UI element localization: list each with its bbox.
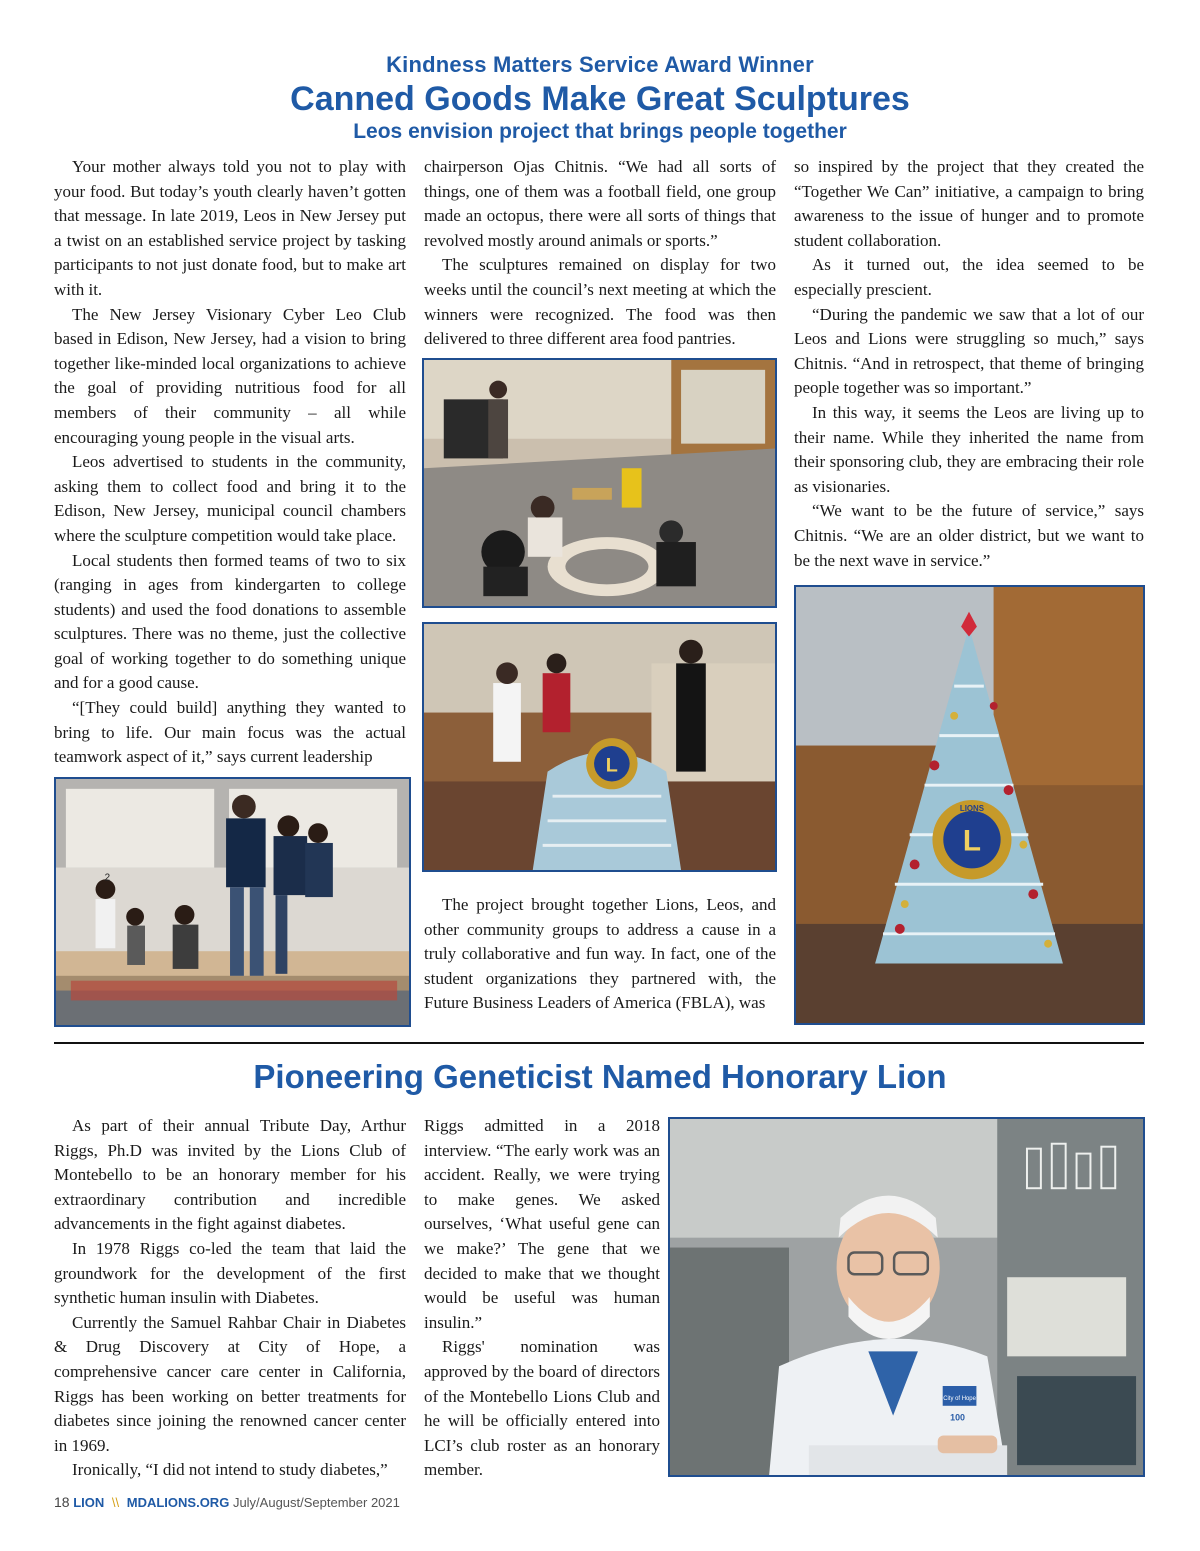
paragraph: Your mother always told you not to play with your food. But today’s youth clearly haven’t gotten that message. In late 2019, Leos in New Jersey put a twist on an established service project by tasking participants to not just donate food, but to make art with it. bbox=[54, 157, 406, 299]
photo-lions-emblem-sculpture bbox=[422, 622, 777, 872]
photo-bottle-tree-art bbox=[796, 587, 1143, 1023]
team-number-sign: 2 bbox=[104, 872, 111, 884]
paragraph: In this way, it seems the Leos are living up to their name. While they inherited the name from their sponsoring club, they are embracing their role as visionaries. bbox=[794, 402, 1144, 496]
lions-emblem-letter: L bbox=[605, 754, 618, 777]
article1-column-2-bottom bbox=[424, 893, 776, 1016]
paragraph: The project brought together Lions, Leos, and other community groups to address a cause in a truly collaborative and fun way. In fact, one of the student organizations they partnered with, the Future Business Leaders of America (FBLA), was bbox=[424, 895, 776, 1013]
folio-separator: \\ bbox=[111, 1495, 120, 1510]
paragraph: “During the pandemic we saw that a lot of our Leos and Lions were struggling so much,” says Chitnis. “And in retrospect, that theme of bringing people together was so important.” bbox=[794, 304, 1144, 398]
article-kicker: Kindness Matters Service Award Winner bbox=[386, 52, 814, 77]
photo-bottle-tree bbox=[794, 585, 1145, 1025]
article-deck: Leos envision project that brings people together bbox=[353, 120, 847, 143]
issue-date: July/August/September 2021 bbox=[232, 1495, 400, 1510]
coat-logo-text: City of Hope bbox=[943, 1395, 976, 1402]
photo-riggs-art bbox=[670, 1119, 1143, 1475]
paragraph: As part of their annual Tribute Day, Arthur Riggs, Ph.D was invited by the Lions Club of Montebello to be an honorary member for his extraordinary contribution and incredible advancements in the fight against diabetes. bbox=[54, 1116, 406, 1234]
paragraph: “[They could build] anything they wanted to bring to life. Our main focus was the actual teamwork aspect of it,” says current leadership bbox=[54, 698, 406, 767]
article2-column-2 bbox=[424, 1114, 660, 1483]
website-link[interactable]: MDALIONS.ORG bbox=[126, 1495, 230, 1510]
paragraph: Leos advertised to students in the community, asking them to collect food and bring it to the Edison, New Jersey, municipal council chambers where the sculpture competition would take place. bbox=[54, 452, 406, 545]
paragraph: The New Jersey Visionary Cyber Leo Club based in Edison, New Jersey, had a vision to bring together like-minded local organizations to achieve the goal of providing nutritious food for all members of their community – all while encouraging young people in the visual arts. bbox=[54, 304, 406, 447]
magazine-name: LION bbox=[73, 1495, 105, 1510]
tree-emblem-ring-text: LIONS bbox=[959, 803, 985, 813]
article1-column-3 bbox=[794, 155, 1144, 573]
tree-emblem-letter: L bbox=[962, 824, 982, 858]
paragraph: so inspired by the project that they created the “Together We Can” initiative, a campaign to bring awareness to the issue of hunger and to promote student collaboration. bbox=[794, 157, 1144, 250]
article-title: Canned Goods Make Great Sculptures bbox=[290, 80, 910, 118]
paragraph: chairperson Ojas Chitnis. “We had all sorts of things, one of them was a football field, one group made an octopus, there were all sorts of things that revolved mostly around animals or sports.” bbox=[424, 157, 776, 250]
page-folio bbox=[54, 1494, 400, 1510]
photo-lions-emblem-art bbox=[424, 624, 775, 870]
paragraph: Riggs admitted in a 2018 interview. “The early work was an accident. Really, we were trying to make genes. We asked ourselves, ‘What useful gene can we make?’ The gene that we decided to make that we thought would be useful was human insulin.” bbox=[424, 1116, 660, 1332]
paragraph: The sculptures remained on display for two weeks until the council’s next meeting at which the winners were recognized. The food was then delivered to three different area food pantries. bbox=[424, 255, 776, 349]
paragraph: Currently the Samuel Rahbar Chair in Diabetes & Drug Discovery at City of Hope, a comprehensive cancer care center in California, Riggs has been working on better treatments for diabetes since joining the renowned cancer center in 1969. bbox=[54, 1312, 406, 1455]
paragraph: Ironically, “I did not intend to study diabetes,” bbox=[72, 1460, 388, 1480]
paragraph: “We want to be the future of service,” says Chitnis. “We are an older district, but we want to be the next wave in service.” bbox=[794, 501, 1144, 570]
article1-column-1 bbox=[54, 155, 406, 770]
article1-column-2-top bbox=[424, 155, 776, 352]
photo-arthur-riggs bbox=[668, 1117, 1145, 1477]
article2-column-1 bbox=[54, 1114, 406, 1483]
coat-badge-text: 100 bbox=[950, 1412, 966, 1423]
paragraph: In 1978 Riggs co-led the team that laid the groundwork for the development of the first synthetic human insulin with Diabetes. bbox=[54, 1238, 406, 1308]
photo-students-art bbox=[56, 779, 409, 1025]
photo-students-building bbox=[54, 777, 411, 1027]
paragraph: Riggs' nomination was approved by the board of directors of the Montebello Lions Club and he will be officially entered into LCI’s club roster as an honorary member. bbox=[424, 1337, 660, 1480]
section-divider bbox=[54, 1042, 1144, 1044]
paragraph: As it turned out, the idea seemed to be especially prescient. bbox=[794, 255, 1144, 299]
paragraph: Local students then formed teams of two to six (ranging in ages from kindergarten to college students) and used the food donations to assemble sculptures. There was no theme, just the collective goal of working together to do something unique and for a good cause. bbox=[54, 550, 406, 693]
article2-title: Pioneering Geneticist Named Honorary Lion bbox=[253, 1058, 947, 1095]
photo-can-circle-art bbox=[424, 360, 775, 606]
page-number: 18 bbox=[54, 1494, 70, 1510]
photo-can-circle bbox=[422, 358, 777, 608]
